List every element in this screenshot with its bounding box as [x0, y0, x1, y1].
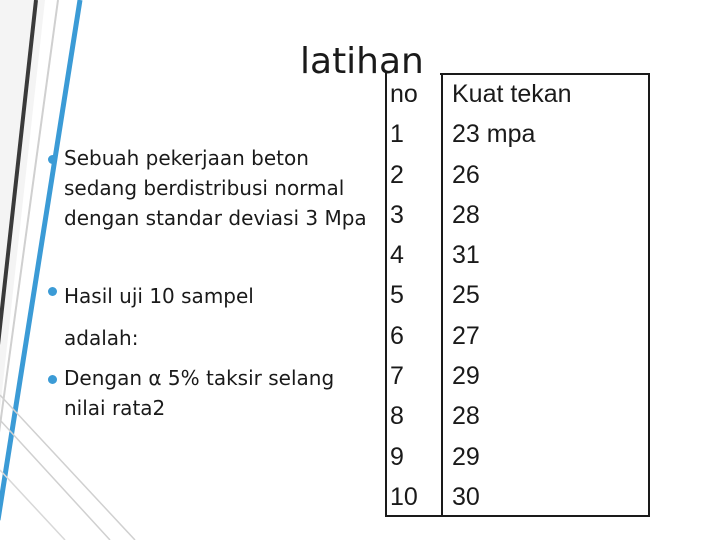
slide-title: latihan: [300, 41, 424, 82]
table-cell-kuat-tekan: 29: [452, 442, 480, 471]
table-cell-kuat-tekan: 25: [452, 281, 480, 310]
table-cell-no: 4: [390, 241, 404, 270]
table-cell-no: 10: [390, 482, 418, 511]
bullet-dot-icon: [48, 155, 57, 164]
table-cell-kuat-tekan: 31: [452, 241, 480, 270]
table-header-kuat-tekan: Kuat tekan: [452, 80, 572, 108]
bullet-text: Hasil uji 10 sampel adalah:: [64, 284, 254, 350]
table-cell-kuat-tekan: 28: [452, 402, 480, 431]
grey-bottom-line-2: [0, 420, 110, 540]
table-header-no: no: [390, 80, 418, 108]
table-column-divider: [441, 73, 443, 517]
bullet-text: Sebuah pekerjaan beton sedang berdistribusi normal dengan standar deviasi 3 Mpa: [64, 146, 367, 230]
table-cell-kuat-tekan: 29: [452, 362, 480, 391]
table-top-border: [440, 73, 650, 75]
bullet-item: [48, 363, 368, 423]
bullet-item: [48, 275, 324, 359]
table-cell-no: 6: [390, 321, 404, 350]
table-cell-kuat-tekan: 27: [452, 321, 480, 350]
table-column-kuat-tekan: [452, 78, 648, 521]
table-column-no: [390, 78, 438, 521]
table-cell-no: 3: [390, 200, 404, 229]
table-cell-no: 5: [390, 281, 404, 310]
table-cell-kuat-tekan: 30: [452, 482, 480, 511]
table-cell-kuat-tekan: 28: [452, 200, 480, 229]
table-cell-no: 1: [390, 120, 404, 149]
table-cell-no: 8: [390, 402, 404, 431]
table-cell-kuat-tekan: 23 mpa: [452, 120, 536, 149]
table-cell-kuat-tekan: 26: [452, 160, 480, 189]
bullet-dot-icon: [48, 287, 57, 296]
table-cell-no: 9: [390, 442, 404, 471]
bullet-text: Dengan α 5% taksir selang nilai rata2: [64, 366, 335, 420]
bullet-item: [48, 143, 368, 233]
corner-shade: [0, 0, 45, 410]
bullet-dot-icon: [48, 375, 57, 384]
table-cell-no: 7: [390, 362, 404, 391]
table-cell-no: 2: [390, 160, 404, 189]
